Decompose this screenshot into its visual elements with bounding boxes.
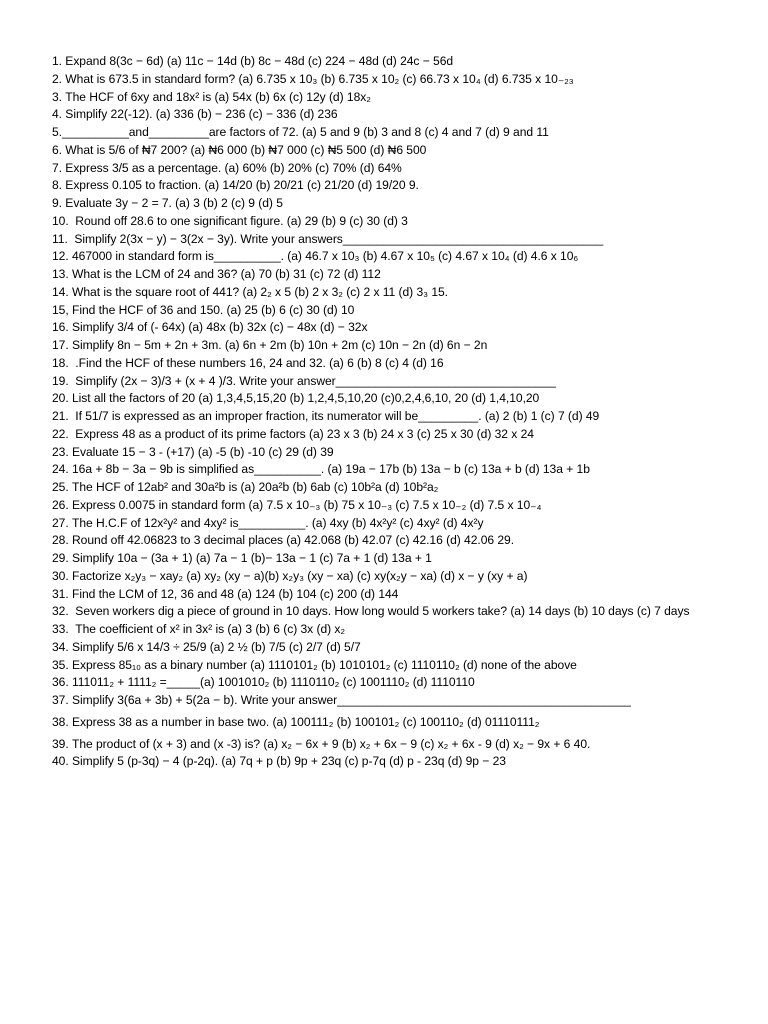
question-number: 28. (52, 533, 72, 548)
question-number: 27. (52, 515, 72, 530)
question-33 (52, 621, 712, 639)
question-text: Round off 28.6 to one significant figure. (a) 29 (b) 9 (c) 30 (d) 3 (75, 213, 408, 228)
question-text: Seven workers dig a piece of ground in 10 days. How long would 5 workers take? (a) 14 days (b) 10 days (c) 7 days (75, 604, 690, 619)
question-36 (52, 674, 712, 692)
question-30 (52, 568, 712, 586)
question-text: Simplify 2(3x − y) − 3(2x − 3y). Write your answers_______________________________________ (74, 231, 604, 246)
question-number: 16. (52, 320, 72, 335)
question-19 (52, 373, 712, 391)
question-number: 11. (52, 231, 75, 246)
question-number: 20. (52, 391, 72, 406)
question-text: Simplify 10a − (3a + 1) (a) 7a − 1 (b)− 13a − 1 (c) 7a + 1 (d) 13a + 1 (71, 551, 432, 565)
question-text: Express 38 as a number in base two. (a) 100111₂ (b) 100101₂ (c) 100110₂ (d) 01110111₂ (71, 714, 540, 729)
question-text: Find the HCF of 36 and 150. (a) 25 (b) 6 (c) 30 (d) 10 (71, 302, 355, 317)
question-number: 19. (52, 373, 76, 388)
question-number: 30. (52, 568, 72, 583)
question-3 (52, 89, 712, 107)
question-16 (52, 319, 712, 337)
question-text: Express 3/5 as a percentage. (a) 60% (b) 20% (c) 70% (d) 64% (65, 160, 402, 175)
question-5 (52, 124, 712, 142)
question-number: 26. (52, 497, 72, 512)
question-number: 15, (52, 302, 72, 317)
question-number: 14. (52, 284, 72, 299)
question-text: __________and_________are factors of 72. (a) 5 and 9 (b) 3 and 8 (c) 4 and 7 (d) 9 and 11 (62, 125, 549, 139)
question-32 (52, 603, 712, 621)
question-37 (52, 692, 712, 710)
question-35 (52, 657, 712, 675)
question-text: Simplify (2x − 3)/3 + (x + 4 )/3. Write your answer_________________________________ (75, 373, 556, 388)
question-text: Simplify 3(6a + 3b) + 5(2a − b). Write your answer____________________________________________ (71, 693, 631, 707)
question-6 (52, 142, 712, 160)
question-number: 24. (52, 462, 72, 477)
question-number: 6. (52, 142, 66, 157)
question-number: 35. (52, 657, 72, 672)
question-text: 16a + 8b − 3a − 9b is simplified as__________. (a) 19a − 17b (b) 13a − b (c) 13a + b (d) 13a + 1b (71, 462, 590, 477)
question-number: 8. (52, 178, 66, 193)
question-number: 12. (52, 249, 72, 264)
question-26 (52, 497, 712, 515)
question-14 (52, 284, 712, 302)
question-text: The H.C.F of 12x²y² and 4xy² is__________. (a) 4xy (b) 4x²y² (c) 4xy² (d) 4x²y (71, 515, 484, 530)
question-text: Find the LCM of 12, 36 and 48 (a) 124 (b) 104 (c) 200 (d) 144 (71, 586, 399, 601)
question-text: Round off 42.06823 to 3 decimal places (a) 42.068 (b) 42.07 (c) 42.16 (d) 42.06 29. (71, 533, 515, 548)
question-25 (52, 479, 712, 497)
question-text: .Find the HCF of these numbers 16, 24 and 32. (a) 6 (b) 8 (c) 4 (d) 16 (75, 355, 444, 370)
question-text: What is 673.5 in standard form? (a) 6.735 x 10₃ (b) 6.735 x 10₂ (c) 66.73 x 10₄ (d) 6.735 x 10₋₂₃ (65, 71, 574, 86)
question-text: Simplify 5/6 x 14/3 ÷ 25/9 (a) 2 ½ (b) 7/5 (c) 2/7 (d) 5/7 (71, 639, 361, 654)
question-text: Express 85₁₀ as a binary number (a) 1110101₂ (b) 1010101₂ (c) 1110110₂ (d) none of the above (71, 657, 577, 672)
question-text: 467000 in standard form is__________. (a) 46.7 x 10₃ (b) 4.67 x 10₅ (c) 4.67 x 10₄ (d) 4.6 x 10₆ (71, 249, 579, 264)
question-number: 18. (52, 355, 76, 370)
question-number: 1. (52, 54, 66, 68)
question-2 (52, 71, 712, 89)
question-text: List all the factors of 20 (a) 1,3,4,5,15,20 (b) 1,2,4,5,10,20 (c)0,2,4,6,10, 20 (d) 1,4,10,20 (71, 391, 540, 406)
question-number: 3. (52, 89, 66, 104)
question-7 (52, 160, 712, 178)
question-number: 33. (52, 622, 76, 636)
question-number: 25. (52, 480, 72, 494)
question-4 (52, 106, 712, 124)
question-number: 10. (52, 213, 76, 228)
question-text: Express 0.105 to fraction. (a) 14/20 (b) 20/21 (c) 21/20 (d) 19/20 9. (65, 178, 419, 193)
question-number: 34. (52, 639, 72, 654)
question-number: 21. (52, 409, 76, 423)
question-text: The HCF of 6xy and 18x² is (a) 54x (b) 6x (c) 12y (d) 18x₂ (65, 89, 371, 104)
question-text: The product of (x + 3) and (x -3) is? (a) x₂ − 6x + 9 (b) x₂ + 6x − 9 (c) x₂ + 6x - 9 (d) x₂ − 9x + 6 40. (71, 736, 591, 751)
question-24 (52, 461, 712, 479)
question-20 (52, 390, 712, 408)
question-9 (52, 195, 712, 213)
question-17 (52, 337, 712, 355)
question-number: 13. (52, 267, 72, 281)
question-list (52, 53, 712, 771)
question-number: 2. (52, 71, 66, 86)
question-22 (52, 426, 712, 444)
question-10 (52, 213, 712, 231)
question-40 (52, 753, 712, 771)
question-text: 111011₂ + 1111₂ =_____(a) 1001010₂ (b) 1110110₂ (c) 1001110₂ (d) 1110110 (71, 675, 475, 690)
question-23 (52, 444, 712, 462)
question-text: Simplify 22(-12). (a) 336 (b) − 236 (c) − 336 (d) 236 (65, 107, 338, 122)
question-27 (52, 515, 712, 533)
question-text: What is 5/6 of ₦7 200? (a) ₦6 000 (b) ₦7 000 (c) ₦5 500 (d) ₦6 500 (65, 142, 427, 157)
question-text: Factorize x₂y₃ − xay₂ (a) xy₂ (xy − a)(b) x₂y₃ (xy − xa) (c) xy(x₂y − xa) (d) x − y (xy + a) (71, 568, 528, 583)
question-text: What is the LCM of 24 and 36? (a) 70 (b) 31 (c) 72 (d) 112 (71, 267, 381, 281)
question-text: Express 48 as a product of its prime factors (a) 23 x 3 (b) 24 x 3 (c) 25 x 30 (d) 32 x 24 (75, 426, 534, 441)
question-number: 32. (52, 604, 76, 619)
question-28 (52, 532, 712, 550)
question-number: 23. (52, 444, 72, 459)
question-number: 4. (52, 107, 66, 122)
question-34 (52, 639, 712, 657)
question-13 (52, 266, 712, 284)
question-text: The HCF of 12ab² and 30a²b is (a) 20a²b (b) 6ab (c) 10b²a (d) 10b²a₂ (71, 480, 439, 494)
question-11 (52, 231, 712, 249)
question-39 (52, 736, 712, 754)
question-number: 22. (52, 426, 76, 441)
question-12 (52, 248, 712, 266)
question-38 (52, 714, 712, 732)
question-21 (52, 408, 712, 426)
question-number: 40. (52, 754, 72, 769)
question-15 (52, 302, 712, 320)
question-text: Evaluate 15 − 3 - (+17) (a) -5 (b) -10 (c) 29 (d) 39 (71, 444, 334, 459)
question-text: Simplify 5 (p-3q) − 4 (p-2q). (a) 7q + p (b) 9p + 23q (c) p-7q (d) p - 23q (d) 9p − 23 (71, 754, 506, 769)
question-number: 29. (52, 551, 72, 565)
question-number: 31. (52, 586, 72, 601)
question-number: 7. (52, 160, 66, 175)
question-18 (52, 355, 712, 373)
question-8 (52, 177, 712, 195)
question-text: Evaluate 3y − 2 = 7. (a) 3 (b) 2 (c) 9 (d) 5 (65, 196, 283, 210)
question-text: What is the square root of 441? (a) 2₂ x 5 (b) 2 x 3₂ (c) 2 x 11 (d) 3₃ 15. (71, 284, 448, 299)
question-number: 37. (52, 693, 72, 707)
question-text: Simplify 3/4 of (- 64x) (a) 48x (b) 32x (c) − 48x (d) − 32x (71, 320, 368, 335)
question-text: Simplify 8n − 5m + 2n + 3m. (a) 6n + 2m (b) 10n + 2m (c) 10n − 2n (d) 6n − 2n (71, 338, 488, 352)
question-text: If 51/7 is expressed as an improper fraction, its numerator will be_________. (a) 2 (b) 1 (c) 7 (d) 49 (75, 409, 600, 423)
question-text: Express 0.0075 in standard form (a) 7.5 x 10₋₃ (b) 75 x 10₋₃ (c) 7.5 x 10₋₂ (d) 7.5 x 10₋₄ (71, 497, 542, 512)
question-number: 36. (52, 675, 72, 690)
question-1 (52, 53, 712, 71)
question-number: 9. (52, 196, 66, 210)
question-number: 39. (52, 736, 72, 751)
question-31 (52, 586, 712, 604)
question-number: 17. (52, 338, 72, 352)
question-29 (52, 550, 712, 568)
question-text: The coefficient of x² in 3x² is (a) 3 (b) 6 (c) 3x (d) x₂ (75, 622, 346, 636)
question-number: 5. (52, 125, 62, 139)
question-number: 38. (52, 714, 72, 729)
question-text: Expand 8(3c − 6d) (a) 11c − 14d (b) 8c − 48d (c) 224 − 48d (d) 24c − 56d (65, 54, 454, 68)
